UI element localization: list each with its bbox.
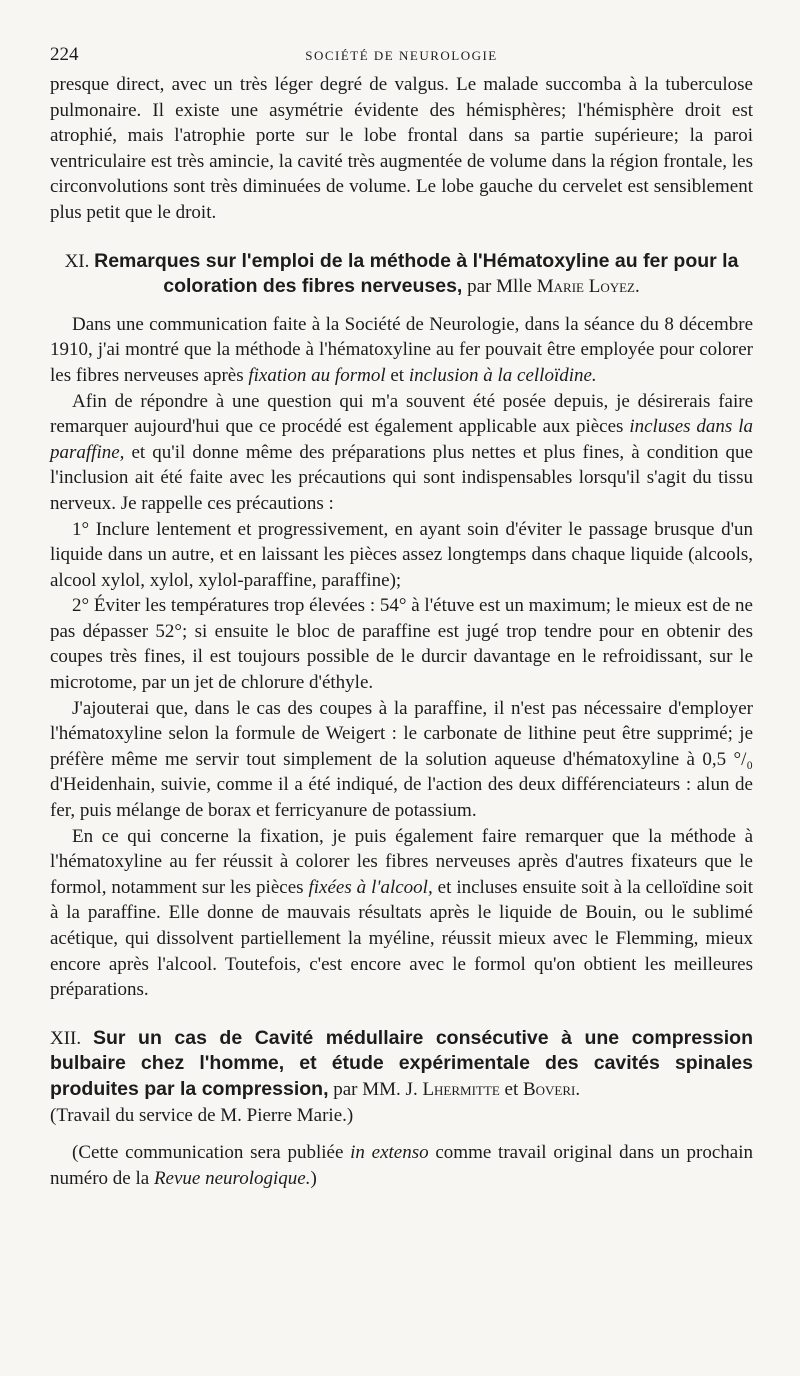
section-xi-paragraph-5: J'ajouterai que, dans le cas des coupes à la paraffine, il n'est pas nécessaire d'employer l'hématoxyline selon la formule de Weigert : le carbonate de lithine peut être supprimé; je préfère même me servir tout simplement de la solution aqueuse d'hématoxyline à 0,5 °/₀ d'Heidenhain, suivie, comme il a été indiqué, de l'action des deux différenciateurs : alun de fer, puis mélange de borax et ferricyanure de potassium. (50, 697, 753, 822)
section-xi-title: Remarques sur l'emploi de la méthode à l'Hématoxyline au fer pour la coloration des fibres nerveuses, (94, 249, 739, 298)
section-xi-paragraph-3: 1° Inclure lentement et progressivement, en ayant soin d'éviter le passage brusque d'un liquide dans un autre, et en laissant les pièces assez longtemps dans chaque liquide (alcools, alcool xylol, xylol, xylol-paraffine, paraffine); (50, 518, 753, 591)
section-xi-author-prefix: par Mlle (467, 276, 532, 298)
section-xii (50, 1026, 753, 1192)
xii-italic-2: Revue neurologique. (153, 1167, 311, 1189)
section-xi-author: Marie Loyez. (536, 276, 640, 298)
p2-text: Afin de répondre à une question qui m'a souvent été posée depuis, je désirerais faire remarquer aujourd'hui que ce procédé est également applicable aux pièces (50, 390, 753, 438)
document-page (50, 38, 753, 1191)
p1-italic-1: fixation au formol (248, 364, 386, 386)
running-title: SOCIÉTÉ DE NEUROLOGIE (305, 48, 498, 63)
xii-after: ) (310, 1167, 317, 1189)
section-xi-paragraph-1 (50, 312, 753, 389)
p6-text: En ce qui concerne la fixation, je puis également faire remarquer que la méthode à l'hématoxyline au fer réussit à colorer les fibres nerveuses après d'autres fixateurs que le formol, notamment sur les pièces (50, 825, 753, 898)
section-xii-paragraph (50, 1140, 753, 1191)
xii-italic-1: in extenso (350, 1142, 429, 1164)
xii-mid: comme travail original dans un prochain numéro de la (50, 1142, 753, 1189)
p1-text: Dans une communication faite à la Société de Neurologie, dans la séance du 8 décembre 1910, j'ai montré que la méthode à l'hématoxyline au fer pouvait être employée pour colorer les fibres nerveuses après (50, 313, 753, 386)
section-xii-title: Sur un cas de Cavité médullaire consécutive à une compression bulbaire chez l'homme, et étude expérimentale des cavités spinales produites par la compression, (50, 1026, 754, 1100)
section-xii-author-join: et (504, 1078, 519, 1100)
p2-after: et qu'il donne même des préparations plus nettes et plus fines, à condition que l'inclusion ait été faite avec les précautions qui sont indispensables lorsqu'il s'agit du tissu nerveux. Je rappelle ces précautions : (50, 441, 753, 514)
section-xii-heading (50, 1026, 753, 1103)
section-xi-paragraph-4: 2° Éviter les températures trop élevées : 54° à l'étuve est un maximum; le mieux est de ne pas dépasser 52°; si ensuite le bloc de paraffine est jugé trop tendre pour en obtenir des coupes très fines, il est toujours possible de le durcir davantage en le refroidissant, sur le microtome, par un jet de chlorure d'éthyle. (50, 595, 753, 694)
page-number: 224 (50, 44, 79, 65)
section-xii-author-2: Boveri. (522, 1078, 581, 1100)
p6-after: et incluses ensuite soit à la celloïdine soit à la paraffine. Elle donne de mauvais résultats après le liquide de Bouin, ou le sublimé acétique, qui dissolvent partiellement la myéline, réussit mieux avec le Flemming, mieux encore après l'alcool. Toutefois, c'est encore avec le formol qu'on obtient les meilleures préparations. (50, 876, 753, 1001)
p6-italic: fixées à l'alcool, (308, 876, 433, 898)
section-xii-author-prefix: par MM. (333, 1078, 401, 1100)
section-xi-paragraph-2 (50, 389, 753, 517)
section-xi-number: XI. (64, 250, 90, 272)
section-xi-heading (50, 249, 753, 300)
section-xi-paragraph-6 (50, 824, 753, 1003)
section-xii-author-1: J. Lhermitte (405, 1078, 500, 1100)
intro-paragraph: presque direct, avec un très léger degré de valgus. Le malade succomba à la tuberculose pulmonaire. Il existe une asymétrie évidente des hémisphères; l'hémisphère droit est atrophié, mais l'atrophie porte sur le lobe frontal dans sa partie supérieure; la paroi ventriculaire est très amincie, la cavité très augmentée de volume dans la région frontale, les circonvolutions sont très diminuées de volume. Le lobe gauche du cervelet est sensiblement plus petit que le droit. (50, 74, 753, 223)
p1-mid: et (390, 364, 405, 386)
section-xi (50, 249, 753, 1003)
p2-italic: incluses dans la paraffine, (50, 416, 753, 463)
section-xii-work-note: (Travail du service de M. Pierre Marie.) (50, 1104, 354, 1126)
xii-text: (Cette communication sera publiée (72, 1142, 344, 1164)
page-header (50, 38, 753, 72)
section-xii-number: XII. (50, 1027, 82, 1049)
p1-italic-2: inclusion à la celloïdine. (408, 364, 597, 386)
